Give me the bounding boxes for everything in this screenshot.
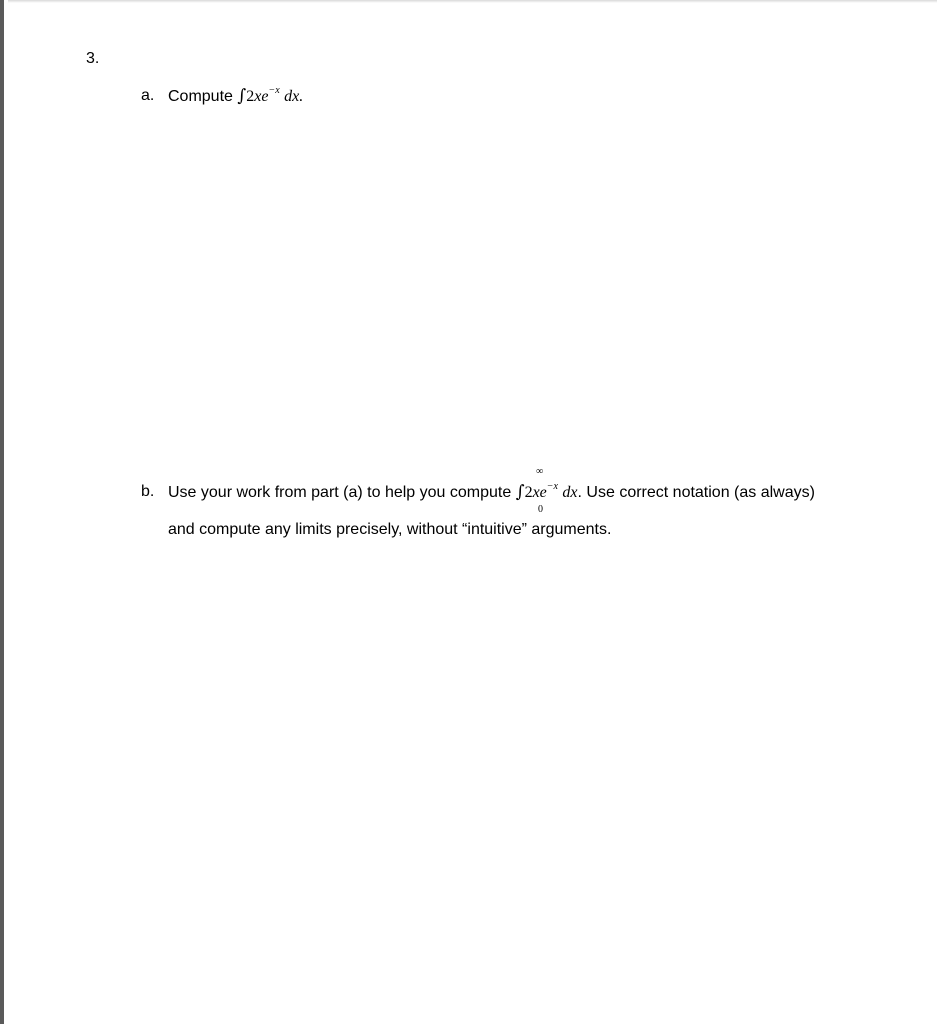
part-b-variable: x <box>532 484 540 501</box>
part-b-exponent: −x <box>546 481 558 492</box>
part-a-question <box>168 86 303 109</box>
part-a-base: e <box>261 88 269 105</box>
part-a-label: a. <box>141 87 155 104</box>
part-b-line-1 <box>168 482 815 505</box>
part-a-coefficient: 2 <box>246 88 255 105</box>
integral-lower-limit: 0 <box>538 504 543 515</box>
part-a-variable: x <box>254 88 262 105</box>
part-b-coefficient: 2 <box>524 484 533 501</box>
definite-integral-icon: ∫ <box>515 482 525 502</box>
part-b-line-2: and compute any limits precisely, without “intuitive” arguments. <box>168 521 612 538</box>
part-a-exponent: −x <box>268 85 280 96</box>
integral-upper-limit: ∞ <box>536 466 544 477</box>
part-b-differential: dx <box>562 484 578 501</box>
part-b-label: b. <box>141 483 155 500</box>
part-a-text: Compute <box>168 88 233 105</box>
document-page <box>4 0 937 1024</box>
part-b-text-before: Use your work from part (a) to help you compute <box>168 484 512 501</box>
part-a-trailing: . <box>299 88 304 105</box>
part-b-text-after: . Use correct notation (as always) <box>577 484 815 501</box>
page-top-edge <box>8 0 937 3</box>
part-b-base: e <box>539 484 547 501</box>
integral-icon: ∫ <box>237 86 247 106</box>
problem-number: 3. <box>86 50 100 67</box>
part-a-differential: dx <box>284 88 300 105</box>
